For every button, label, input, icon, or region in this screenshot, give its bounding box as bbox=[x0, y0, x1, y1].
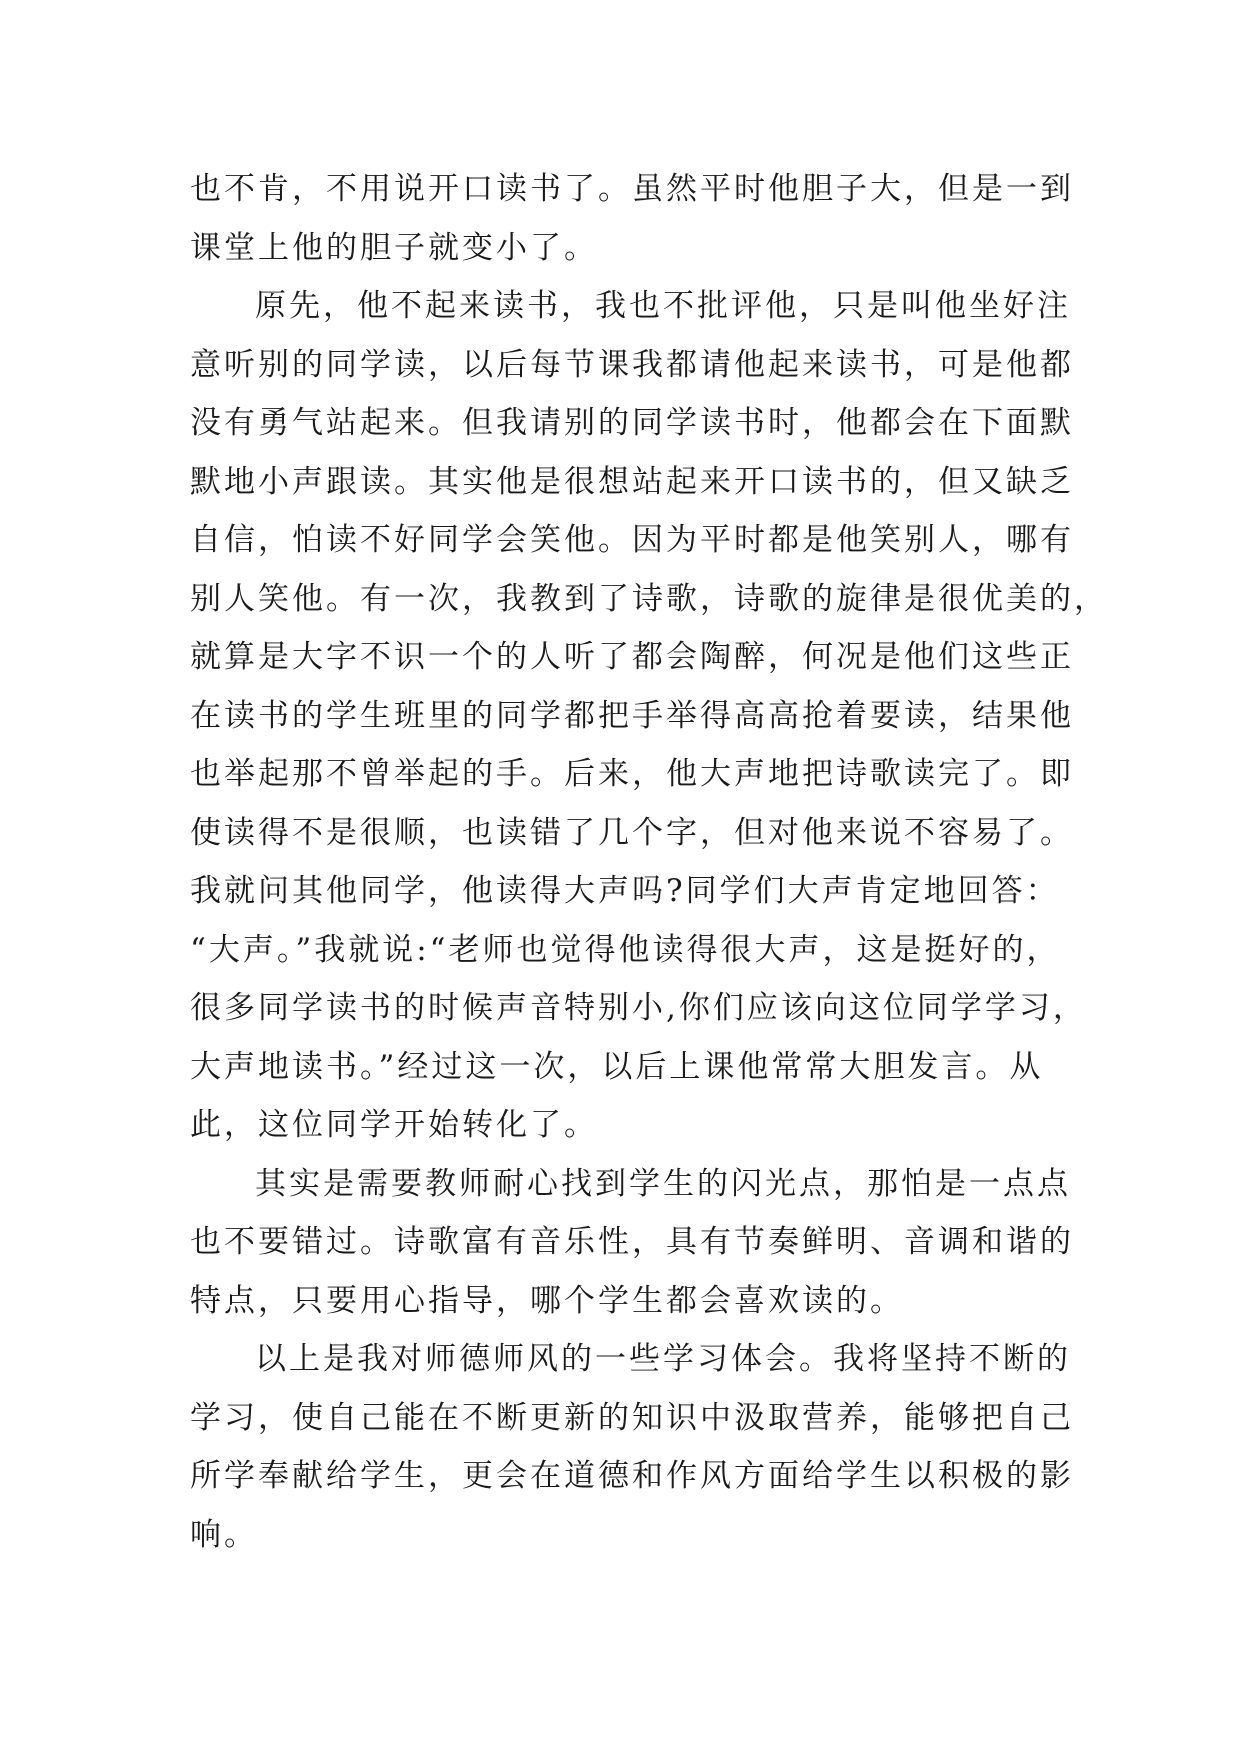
text-line: 没有勇气站起来。但我请别的同学读书时，他都会在下面默 bbox=[190, 405, 1074, 441]
text-line: 别人笑他。有一次，我教到了诗歌，诗歌的旋律是很优美的， bbox=[190, 580, 1108, 617]
text-line: 使读得不是很顺，也读错了几个字，但对他来说不容易了。 bbox=[190, 814, 1074, 851]
text-line: 意听别的同学读，以后每节课我都请他起来读书，可是他都 bbox=[190, 346, 1074, 383]
text-line: “大声。”我就说:“老师也觉得他读得很大声，这是挺好的， bbox=[190, 931, 1061, 968]
text-line: 在读书的学生班里的同学都把手举得高高抢着要读，结果他 bbox=[190, 697, 1074, 734]
text-line: 特点，只要用心指导，哪个学生都会喜欢读的。 bbox=[190, 1282, 904, 1319]
text-line: 课堂上他的胆子就变小了。 bbox=[190, 229, 598, 266]
text-line: 默地小声跟读。其实他是很想站起来开口读书的，但又缺乏 bbox=[190, 463, 1074, 500]
text-line: 很多同学读书的时候声音特别小,你们应该向这位同学学习， bbox=[190, 990, 1087, 1026]
paragraph-start-line: 原先，他不起来读书，我也不批评他，只是叫他坐好注 bbox=[255, 288, 1071, 324]
text-line: 学习，使自己能在不断更新的知识中汲取营养，能够把自己 bbox=[190, 1399, 1074, 1436]
text-line: 也不肯，不用说开口读书了。虽然平时他胆子大，但是一到 bbox=[190, 171, 1074, 207]
text-line: 也举起那不曾举起的手。后来，他大声地把诗歌读完了。即 bbox=[190, 756, 1074, 792]
text-line: 就算是大字不识一个的人听了都会陶醉，何况是他们这些正 bbox=[190, 639, 1074, 675]
text-line: 大声地读书。”经过这一次，以后上课他常常大胆发言。从 bbox=[190, 1048, 1044, 1085]
text-line: 我就问其他同学，他读得大声吗?同学们大声肯定地回答： bbox=[190, 873, 1060, 909]
text-line: 所学奉献给学生，更会在道德和作风方面给学生以积极的影 bbox=[190, 1458, 1074, 1494]
text-line: 响。 bbox=[190, 1516, 258, 1553]
body-text bbox=[190, 160, 1108, 1564]
paragraph-start-line: 其实是需要教师耐心找到学生的闪光点，那怕是一点点 bbox=[255, 1165, 1071, 1202]
text-line: 自信，怕读不好同学会笑他。因为平时都是他笑别人，哪有 bbox=[190, 522, 1074, 558]
text-line: 此，这位同学开始转化了。 bbox=[190, 1107, 598, 1143]
text-line: 也不要错过。诗歌富有音乐性，具有节奏鲜明、音调和谐的 bbox=[190, 1224, 1074, 1260]
paragraph-start-line: 以上是我对师德师风的一些学习体会。我将坚持不断的 bbox=[255, 1341, 1071, 1377]
